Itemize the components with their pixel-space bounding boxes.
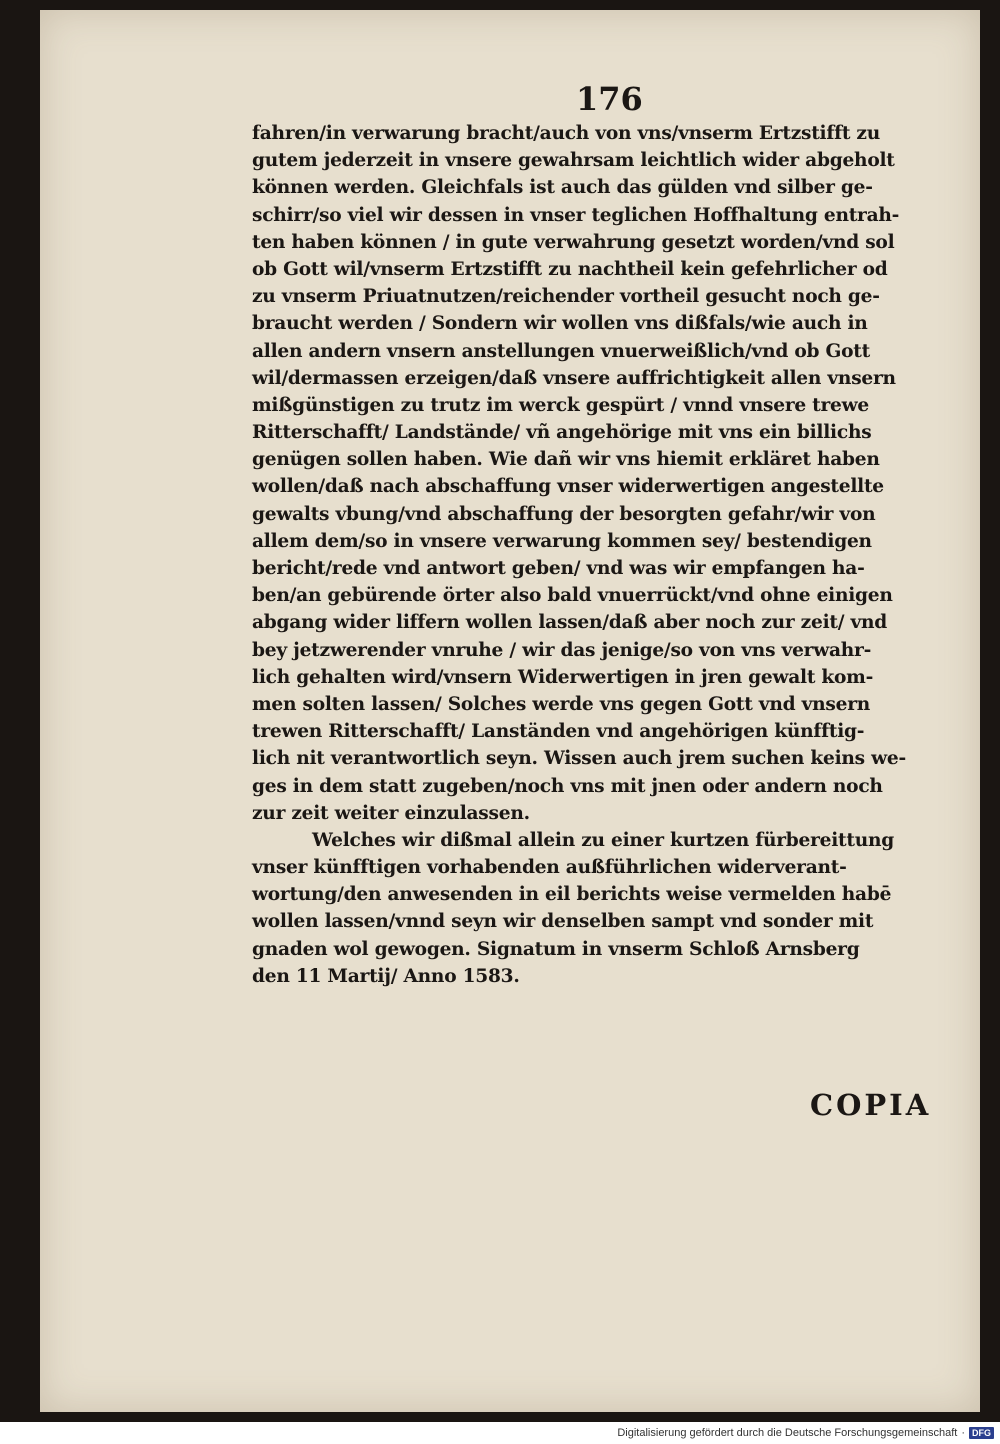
text-line: bericht/rede vnd antwort geben/ vnd was wir empfangen ha- xyxy=(252,558,865,579)
text-line: allen andern vnsern anstellungen vnuerweißlich/vnd ob Gott xyxy=(252,340,870,362)
digitization-footer xyxy=(617,1426,994,1440)
text-line: gnaden wol gewogen. Signatum in vnserm Schloß Arnsberg xyxy=(252,938,860,960)
text-line: abgang wider liffern wollen lassen/daß aber noch zur zeit/ vnd xyxy=(252,612,888,634)
page-number: 176 xyxy=(576,80,643,118)
text-line: vnser künfftigen vorhabenden außführlichen widerverant- xyxy=(252,857,847,879)
paragraph-start-line: Welches wir dißmal allein zu einer kurtzen fürbereittung xyxy=(312,829,894,851)
text-line: ges in dem statt zugeben/noch vns mit jnen oder andern noch xyxy=(252,775,883,797)
text-line: bey jetzwerender vnruhe / wir das jenige/so von vns verwahr- xyxy=(252,639,872,661)
text-line: allem dem/so in vnsere verwarung kommen sey/ bestendigen xyxy=(252,530,872,552)
text-line: fahren/in verwarung bracht/auch von vns/vnserm Ertzstifft zu xyxy=(252,123,881,144)
text-line: gutem jederzeit in vnsere gewahrsam leichtlich wider abgeholt xyxy=(252,150,895,172)
text-line: können werden. Gleichfals ist auch das gülden vnd silber ge- xyxy=(252,177,873,199)
text-line: Ritterschafft/ Landstände/ vñ angehörige mit vns ein billichs xyxy=(252,422,872,444)
footer-separator: · xyxy=(961,1427,965,1439)
text-line: gewalts vbung/vnd abschaffung der besorgten gefahr/wir von xyxy=(252,503,876,525)
catchword: COPIA xyxy=(810,1088,932,1122)
dfg-logo-icon: DFG xyxy=(969,1427,994,1439)
text-line: ben/an gebürende örter also bald vnuerrückt/vnd ohne einigen xyxy=(252,585,893,607)
text-line: wortung/den anwesenden in eil berichts weise vermelden habē xyxy=(252,884,892,906)
text-line: wollen lassen/vnnd seyn wir denselben sampt vnd sonder mit xyxy=(252,911,874,933)
text-line: lich gehalten wird/vnsern Widerwertigen in jren gewalt kom- xyxy=(252,666,874,688)
text-line: ob Gott wil/vnserm Ertzstifft zu nachtheil kein gefehrlicher od xyxy=(252,258,888,280)
text-line: wil/dermassen erzeigen/daß vnsere auffrichtigkeit allen vnsern xyxy=(252,367,896,389)
text-line: trewen Ritterschafft/ Lanständen vnd angehörigen künfftig- xyxy=(252,721,865,743)
text-line: ten haben können / in gute verwahrung gesetzt worden/vnd sol xyxy=(252,231,895,253)
body-text xyxy=(252,120,952,990)
text-line: zur zeit weiter einzulassen. xyxy=(252,802,530,824)
text-line: braucht werden / Sondern wir wollen vns dißfals/wie auch in xyxy=(252,313,868,335)
text-line: schirr/so viel wir dessen in vnser teglichen Hoffhaltung entrah- xyxy=(252,204,900,226)
text-line: wollen/daß nach abschaffung vnser widerwertigen angestellte xyxy=(252,476,884,498)
text-line: lich nit verantwortlich seyn. Wissen auch jrem suchen keins we- xyxy=(252,748,906,770)
text-line: men solten lassen/ Solches werde vns gegen Gott vnd vnsern xyxy=(252,693,871,715)
text-line: den 11 Martij/ Anno 1583. xyxy=(252,965,520,987)
text-line: mißgünstigen zu trutz im werck gespürt / vnnd vnsere trewe xyxy=(252,394,869,416)
text-line: zu vnserm Priuatnutzen/reichender vortheil gesucht noch ge- xyxy=(252,286,880,308)
funding-credit: Digitalisierung gefördert durch die Deutsche Forschungsgemeinschaft xyxy=(617,1427,958,1439)
text-line: genügen sollen haben. Wie dañ wir vns hiemit erkläret haben xyxy=(252,449,880,471)
